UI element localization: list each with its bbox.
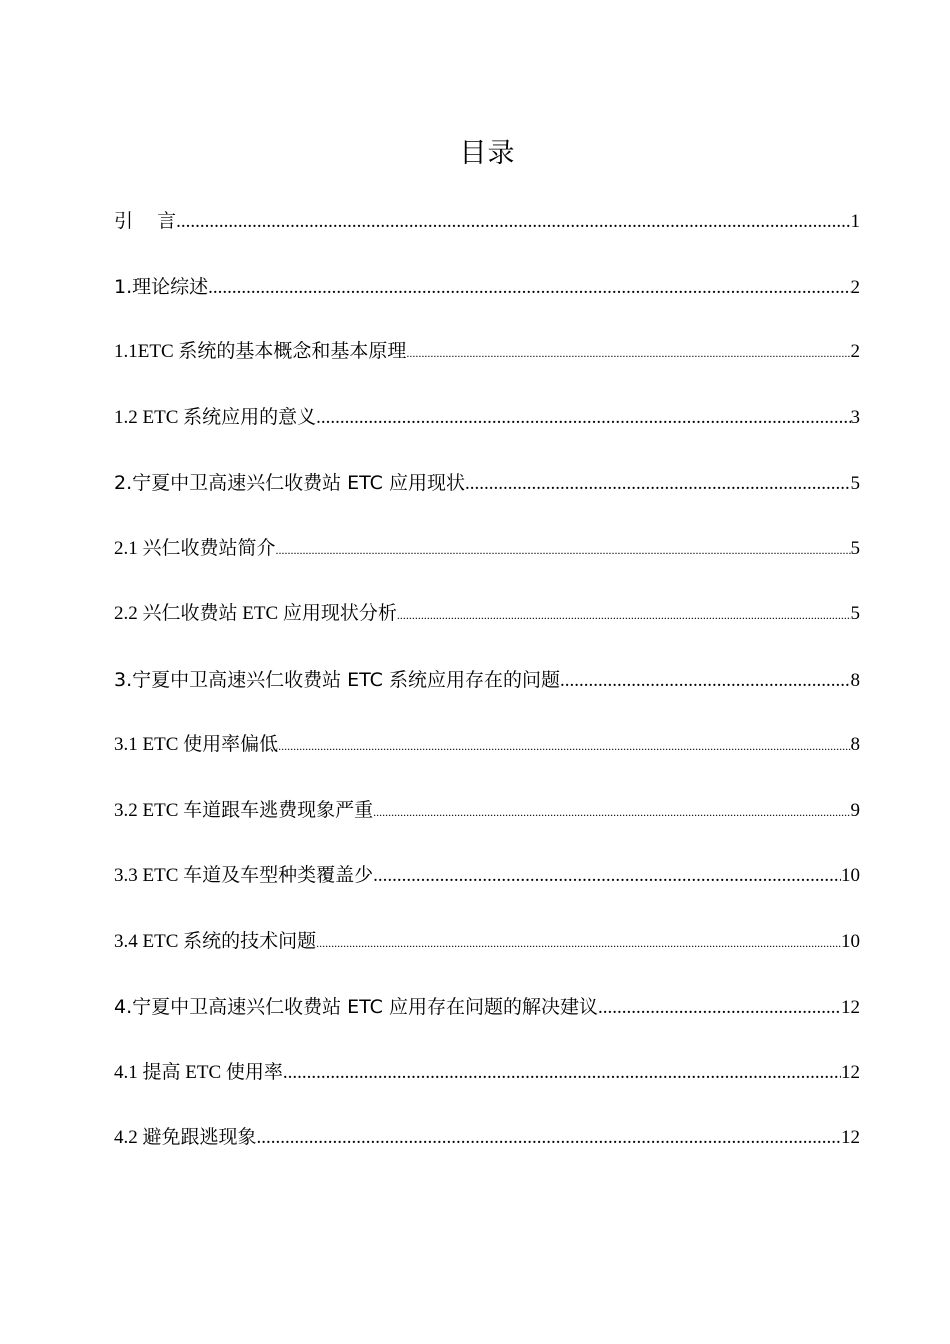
toc-entry-page: 10 — [841, 930, 860, 952]
toc-entry-4[interactable] — [114, 988, 860, 1054]
toc-leader — [406, 334, 850, 372]
toc-leader — [278, 727, 850, 765]
toc-entry-page: 9 — [850, 799, 860, 821]
toc-entry-4-1[interactable] — [114, 1054, 860, 1120]
toc-leader — [257, 1119, 841, 1157]
toc-entry-text: 2.1 兴仁收费站简介 — [114, 537, 276, 559]
toc-entry-2[interactable] — [114, 464, 860, 530]
toc-entry-page: 8 — [850, 734, 860, 755]
toc-entry-page: 5 — [850, 537, 860, 559]
toc-entry-2-1[interactable] — [114, 530, 860, 596]
toc-list — [114, 202, 860, 1185]
toc-leader — [316, 399, 850, 437]
toc-leader — [373, 857, 841, 895]
toc-entry-text: 4.宁夏中卫高速兴仁收费站 ETC 应用存在问题的解决建议 — [114, 996, 598, 1018]
toc-entry-text: 引 言 — [114, 210, 177, 232]
toc-entry-text: 1.理论综述 — [114, 275, 209, 298]
toc-entry-text: 4.1 提高 ETC 使用率 — [114, 1061, 283, 1083]
toc-entry-text: 3.宁夏中卫高速兴仁收费站 ETC 系统应用存在的问题 — [114, 668, 560, 691]
toc-leader — [316, 924, 841, 962]
toc-entry-page: 5 — [850, 473, 860, 494]
toc-title: 目录 — [459, 138, 516, 169]
toc-entry-3[interactable] — [114, 661, 860, 727]
toc-leader — [283, 1054, 841, 1092]
toc-entry-page: 5 — [850, 603, 860, 624]
toc-leader — [598, 989, 841, 1027]
toc-entry-text: 1.1ETC 系统的基本概念和基本原理 — [114, 341, 407, 362]
toc-entry-intro[interactable] — [114, 202, 860, 268]
toc-entry-text: 2.宁夏中卫高速兴仁收费站 ETC 应用现状 — [114, 472, 465, 494]
toc-entry-1[interactable] — [114, 268, 860, 334]
toc-entry-page: 10 — [841, 865, 860, 886]
toc-leader — [208, 269, 850, 307]
toc-entry-1-1[interactable] — [114, 333, 860, 399]
toc-entry-3-3[interactable] — [114, 857, 860, 923]
toc-entry-3-1[interactable] — [114, 726, 860, 792]
toc-leader — [276, 531, 851, 569]
toc-entry-text: 3.4 ETC 系统的技术问题 — [114, 930, 317, 952]
toc-entry-text: 1.2 ETC 系统应用的意义 — [114, 406, 317, 428]
toc-entry-3-2[interactable] — [114, 792, 860, 858]
toc-entry-2-2[interactable] — [114, 595, 860, 661]
toc-entry-page: 2 — [850, 341, 860, 362]
toc-entry-3-4[interactable] — [114, 923, 860, 989]
toc-entry-page: 3 — [850, 406, 860, 428]
toc-leader — [465, 465, 851, 503]
toc-entry-page: 8 — [850, 669, 860, 691]
toc-entry-text: 3.1 ETC 使用率偏低 — [114, 734, 279, 755]
toc-leader — [560, 662, 851, 700]
toc-entry-page: 1 — [850, 211, 860, 232]
toc-entry-text: 3.3 ETC 车道及车型种类覆盖少 — [114, 865, 374, 886]
toc-entry-text: 3.2 ETC 车道跟车逃费现象严重 — [114, 799, 374, 821]
toc-entry-4-2[interactable] — [114, 1119, 860, 1185]
toc-entry-1-2[interactable] — [114, 399, 860, 465]
toc-entry-page: 2 — [850, 276, 860, 298]
toc-entry-text: 2.2 兴仁收费站 ETC 应用现状分析 — [114, 603, 397, 624]
toc-entry-page: 12 — [841, 997, 860, 1018]
toc-entry-page: 12 — [841, 1061, 860, 1083]
toc-leader — [373, 793, 850, 831]
toc-entry-page: 12 — [841, 1127, 860, 1148]
toc-entry-text: 4.2 避免跟逃现象 — [114, 1127, 257, 1148]
toc-leader — [397, 596, 851, 634]
toc-leader — [176, 203, 850, 241]
